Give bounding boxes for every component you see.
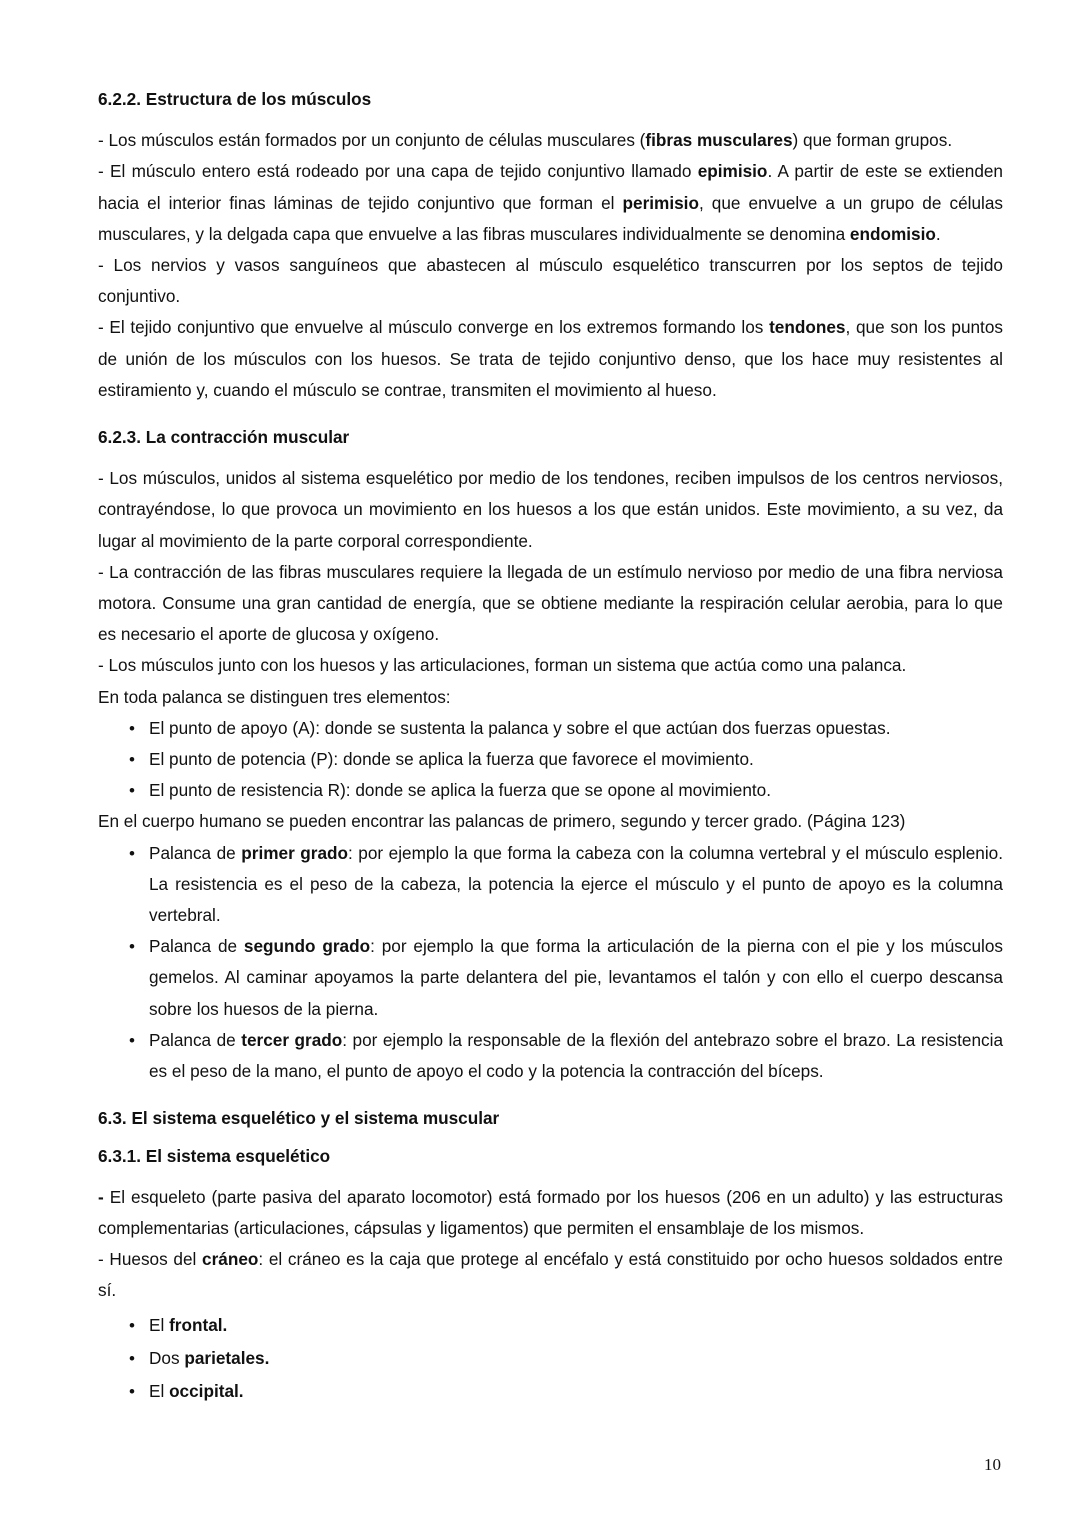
heading-6-2-2: 6.2.2. Estructura de los músculos	[98, 89, 372, 109]
paragraph-tendones: - El tejido conjuntivo que envuelve al músculo converge en los extremos formando los tendones, que son los puntos de unión de los músculos con los huesos. Se trata de tejido conjuntivo denso, que los hace muy resistentes al estiramiento y, cuando el músculo se contrae, transmiten el movimiento al hueso.	[98, 317, 1003, 400]
list-item: • El frontal.	[98, 1309, 1003, 1342]
paragraph-grados: En el cuerpo humano se pueden encontrar las palancas de primero, segundo y tercer grado. (Página 123)	[98, 811, 906, 832]
list-item: • Dos parietales.	[98, 1342, 1003, 1375]
paragraph-esqueleto: - El esqueleto (parte pasiva del aparato locomotor) está formado por los huesos (206 en un adulto) y las estructuras complementarias (articulaciones, cápsulas y ligamentos) que permiten el ensamblaje de los mismos.	[98, 1186, 1003, 1238]
paragraph-contraccion: - La contracción de las fibras musculares requiere la llegada de un estímulo nervioso por medio de una fibra nerviosa motora. Consume una gran cantidad de energía, que se obtiene mediante la respiración celular aerobia, para lo que es necesario el aporte de glucosa y oxígeno.	[98, 561, 1003, 645]
paragraph-craneo: - Huesos del cráneo: el cráneo es la caja que protege al encéfalo y está constituido por ocho huesos soldados entre sí.	[98, 1249, 1003, 1301]
heading-6-3: 6.3. El sistema esquelético y el sistema muscular	[98, 1108, 500, 1129]
list-cranial-bones	[98, 1309, 1003, 1408]
list-item: • El punto de resistencia R): donde se aplica la fuerza que se opone al movimiento.	[98, 775, 1003, 806]
list-item: • El occipital.	[98, 1375, 1003, 1408]
list-item: • Palanca de segundo grado: por ejemplo la que forma la articulación de la pierna con el pie y los músculos gemelos. Al caminar apoyamos la parte delantera del pie, levantamos el talón y con ello el cuerpo descansa sobre los huesos de la pierna.	[98, 931, 1003, 1025]
list-item: • Palanca de primer grado: por ejemplo la que forma la cabeza con la columna vertebral y el músculo esplenio. La resistencia es el peso de la cabeza, la potencia la ejerce el músculo y el punto de apoyo es la columna vertebral.	[98, 838, 1003, 932]
heading-6-3-1: 6.3.1. El sistema esquelético	[98, 1145, 331, 1166]
list-lever-types	[98, 838, 1003, 1088]
list-lever-elements	[98, 713, 1003, 807]
paragraph-impulsos: - Los músculos, unidos al sistema esquelético por medio de los tendones, reciben impulsos de los centros nerviosos, contrayéndose, lo que provoca un movimiento en los huesos a los que están unidos. Este movimiento, a su vez, da lugar al movimiento de la parte corporal correspondiente.	[98, 468, 1003, 551]
list-item: • El punto de apoyo (A): donde se sustenta la palanca y sobre el que actúan dos fuerzas opuestas.	[98, 713, 1003, 744]
page-number: 10	[984, 1455, 1001, 1474]
list-item: • El punto de potencia (P): donde se aplica la fuerza que favorece el movimiento.	[98, 744, 1003, 775]
document-page	[98, 84, 1003, 1408]
paragraph-elementos: En toda palanca se distinguen tres elementos:	[98, 686, 451, 707]
paragraph-nervios: - Los nervios y vasos sanguíneos que abastecen al músculo esquelético transcurren por los septos de tejido conjuntivo.	[98, 255, 1003, 307]
paragraph-fibras: - Los músculos están formados por un conjunto de células musculares (fibras musculares) que forman grupos.	[98, 130, 953, 151]
paragraph-epimisio: - El músculo entero está rodeado por una capa de tejido conjuntivo llamado epimisio. A partir de este se extienden hacia el interior finas láminas de tejido conjuntivo que forman el perimisio, que envuelve a un grupo de células musculares, y la delgada capa que envuelve a las fibras musculares individualmente se denomina endomisio.	[98, 161, 1003, 244]
heading-6-2-3: 6.2.3. La contracción muscular	[98, 427, 350, 448]
paragraph-palanca: - Los músculos junto con los huesos y las articulaciones, forman un sistema que actúa como una palanca.	[98, 655, 907, 676]
list-item: • Palanca de tercer grado: por ejemplo la responsable de la flexión del antebrazo sobre el brazo. La resistencia es el peso de la mano, el punto de apoyo el codo y la potencia la contracción del bíceps.	[98, 1025, 1003, 1087]
